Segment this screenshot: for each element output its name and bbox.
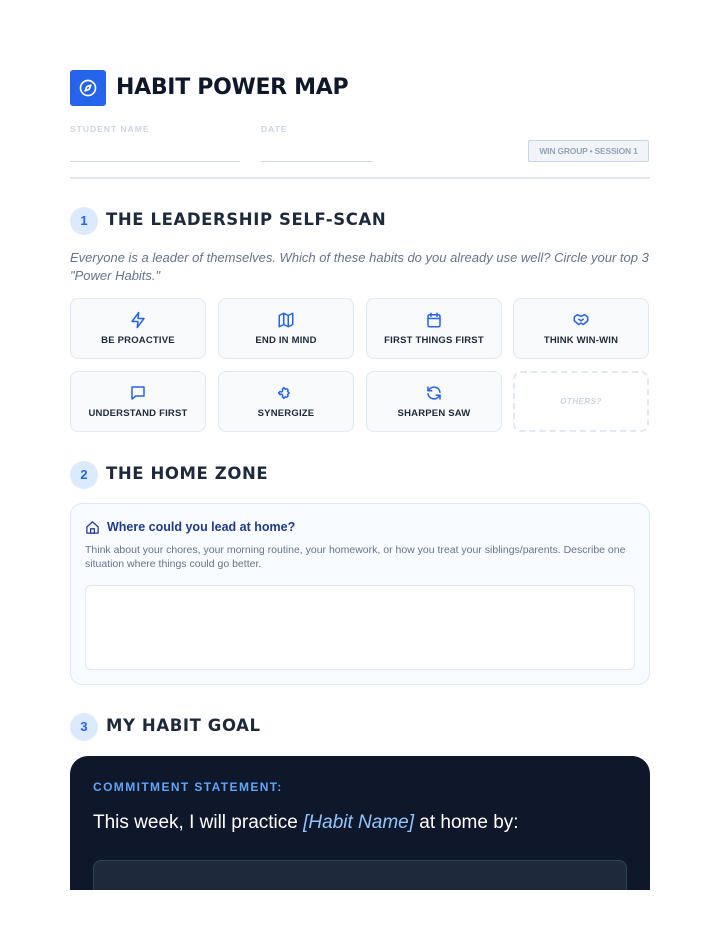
habit-label: SYNERGIZE xyxy=(257,408,315,419)
home-icon xyxy=(85,520,100,535)
session-badge: WIN GROUP • SESSION 1 xyxy=(528,140,649,162)
puzzle-icon xyxy=(277,384,295,402)
speech-bubble-icon xyxy=(129,384,147,402)
habit-card-understand-first[interactable] xyxy=(70,371,206,432)
home-zone-question: Where could you lead at home? xyxy=(107,520,296,534)
compass-icon xyxy=(70,70,106,106)
student-name-field[interactable] xyxy=(70,161,240,162)
statement-suffix: at home by: xyxy=(414,812,519,833)
home-zone-card xyxy=(70,503,650,685)
habit-label: END IN MIND xyxy=(255,335,317,346)
habit-card-be-proactive[interactable] xyxy=(70,298,206,359)
date-label: DATE xyxy=(261,124,288,134)
habit-label: SHARPEN SAW xyxy=(397,408,471,419)
habit-card-end-in-mind[interactable] xyxy=(218,298,354,359)
worksheet-page xyxy=(70,0,650,890)
section-3-title: MY HABIT GOAL xyxy=(106,716,261,735)
map-icon xyxy=(277,311,295,329)
section-1-title: THE LEADERSHIP SELF-SCAN xyxy=(106,210,387,229)
date-field[interactable] xyxy=(261,161,373,162)
home-zone-answer-box[interactable] xyxy=(85,585,635,670)
habit-goal-card xyxy=(70,756,650,890)
student-name-label: STUDENT NAME xyxy=(70,124,150,134)
habit-card-sharpen-saw[interactable] xyxy=(366,371,502,432)
habit-label: OTHERS? xyxy=(560,397,602,406)
habit-label: FIRST THINGS FIRST xyxy=(384,335,484,346)
section-1-intro: Everyone is a leader of themselves. Which of these habits do you already use well? Circle your top 3 "Power Habits." xyxy=(70,250,649,283)
page-title: HABIT POWER MAP xyxy=(116,75,349,100)
header-divider xyxy=(70,177,650,179)
commitment-answer-box[interactable] xyxy=(93,860,627,890)
home-zone-description: Think about your chores, your morning routine, your homework, or how you treat your siblings/parents. Describe one situation where things could go better. xyxy=(85,544,626,570)
habit-label: THINK WIN-WIN xyxy=(543,335,619,346)
habit-card-synergize[interactable] xyxy=(218,371,354,432)
section-1-number: 1 xyxy=(70,207,98,235)
habit-card-think-win-win[interactable] xyxy=(513,298,649,359)
habit-card-others[interactable] xyxy=(513,371,649,432)
habit-card-first-things-first[interactable] xyxy=(366,298,502,359)
refresh-icon xyxy=(425,384,443,402)
habit-label: UNDERSTAND FIRST xyxy=(88,408,188,419)
section-2-number: 2 xyxy=(70,461,98,489)
section-2-title: THE HOME ZONE xyxy=(106,464,269,483)
handshake-icon xyxy=(572,311,590,329)
statement-prefix: This week, I will practice xyxy=(93,812,304,833)
lightning-icon xyxy=(129,311,147,329)
habit-label: BE PROACTIVE xyxy=(101,335,175,346)
calendar-icon xyxy=(425,311,443,329)
habit-name-placeholder: [Habit Name] xyxy=(303,812,414,833)
commitment-statement xyxy=(93,812,519,834)
commitment-label: COMMITMENT STATEMENT: xyxy=(93,780,283,794)
section-3-number: 3 xyxy=(70,713,98,741)
